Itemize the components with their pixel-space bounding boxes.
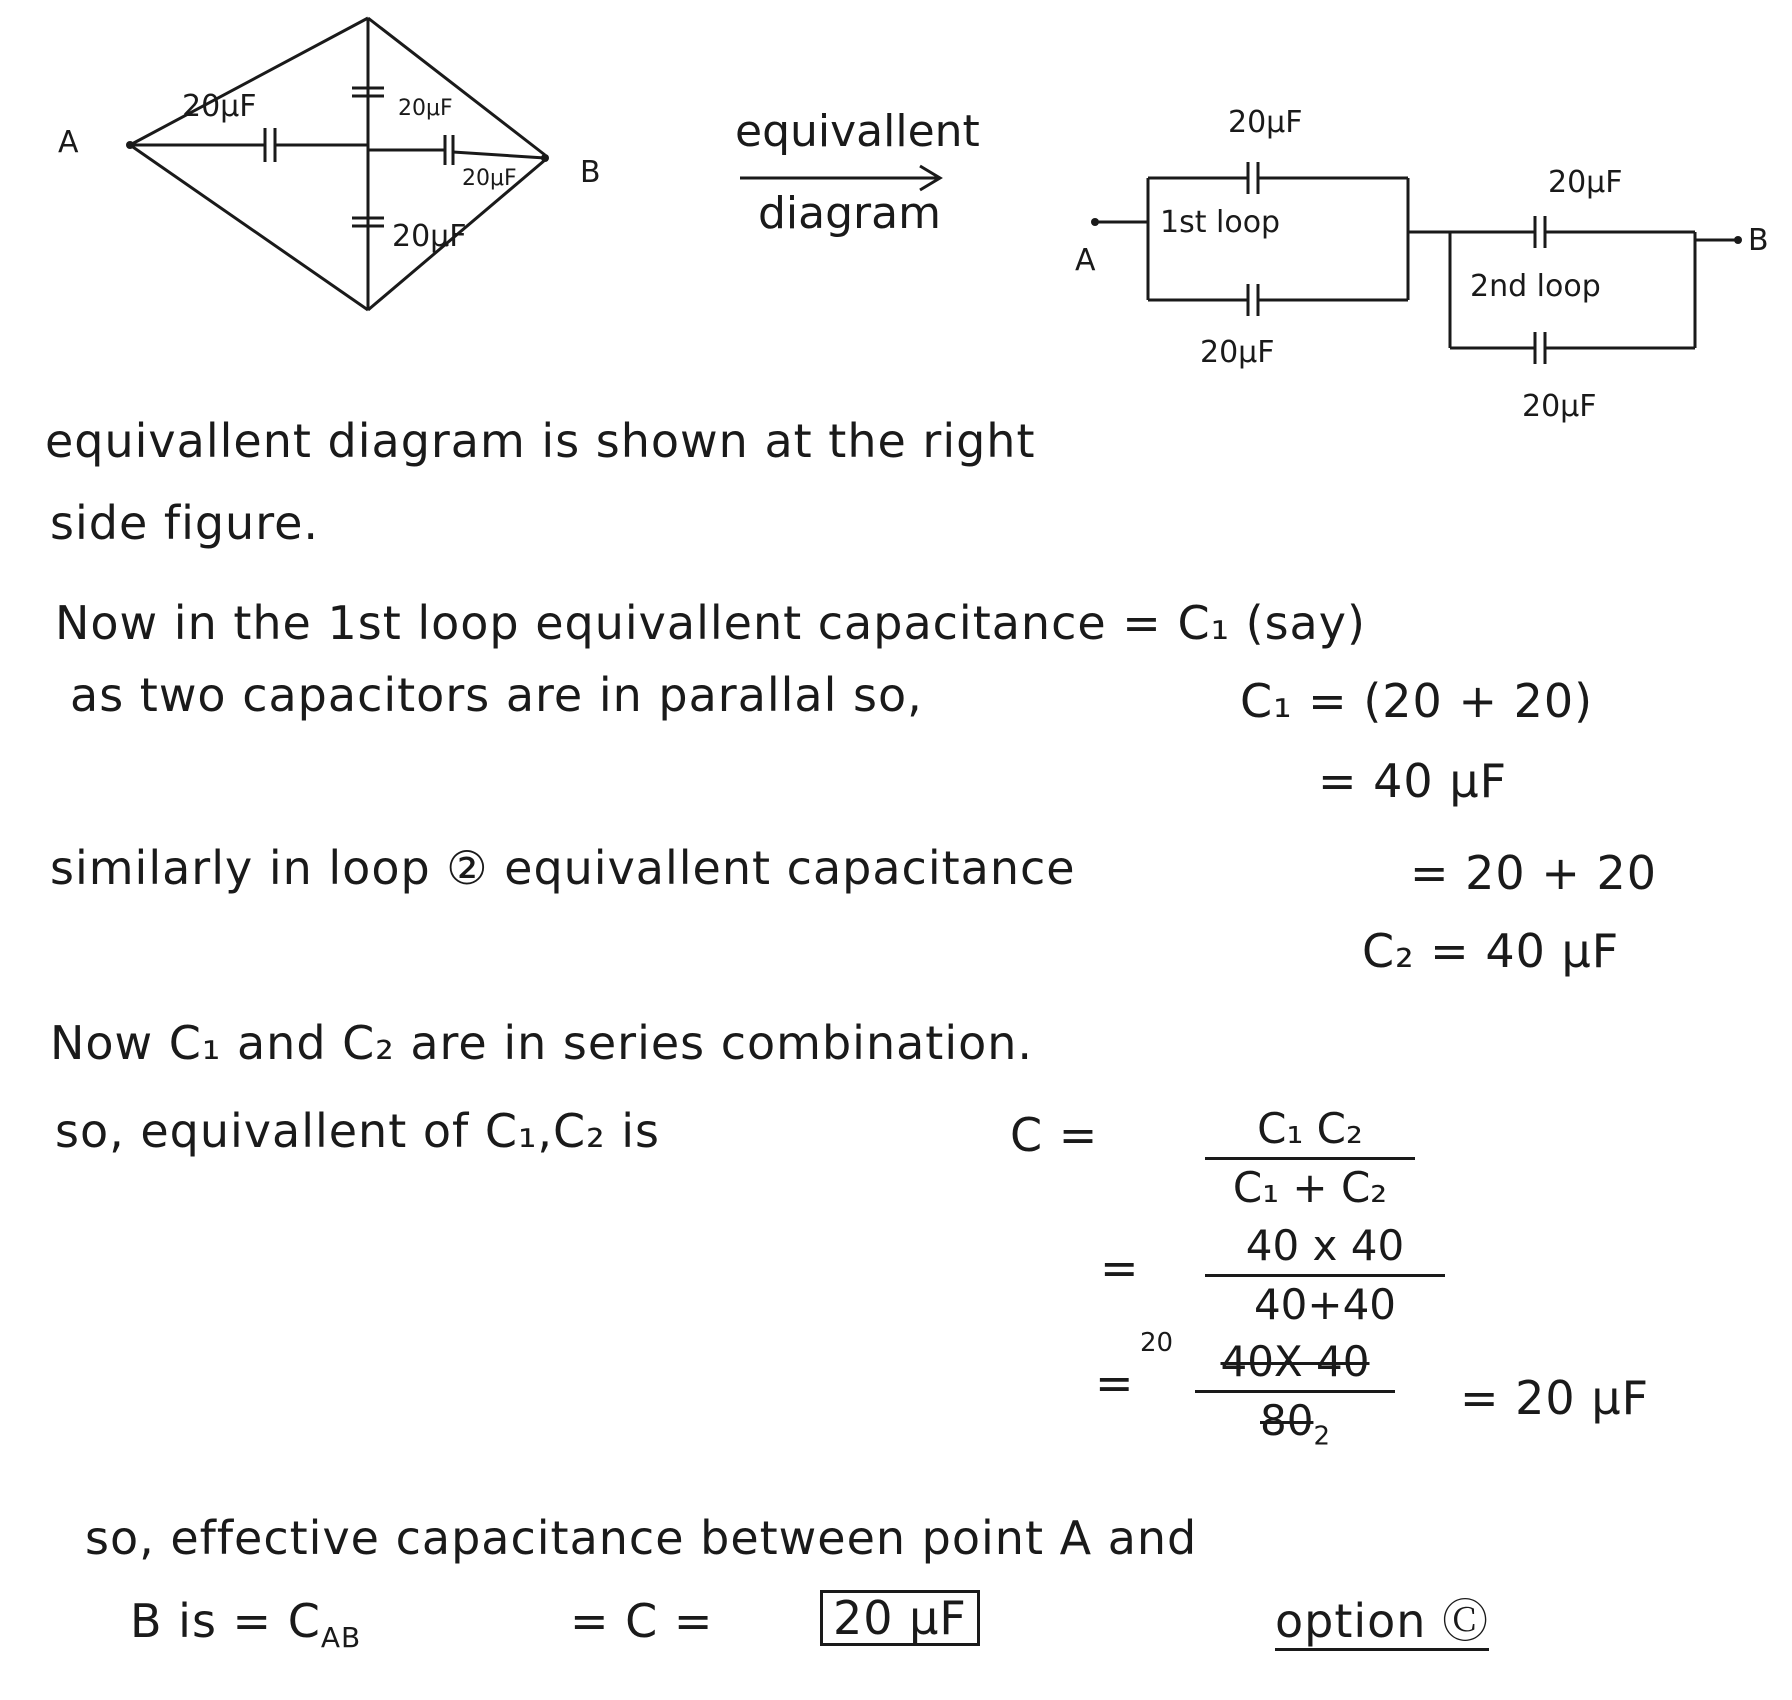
- text-line-3: Now in the 1st loop equivallent capacitance = C₁ (say): [55, 596, 1366, 650]
- left-circuit: [130, 18, 545, 310]
- loop1-cap-top-label: 20μF: [1228, 105, 1303, 140]
- equals-sign-2: =: [1100, 1241, 1140, 1295]
- node-b-left: [541, 154, 549, 162]
- cap-middle-label: 20μF: [462, 166, 517, 191]
- conclusion-line-2-eq: = C =: [570, 1594, 714, 1648]
- loop2-label: 2nd loop: [1470, 269, 1601, 304]
- fraction-3-denominator-sub: 2: [1313, 1421, 1330, 1452]
- equation-result: = 20 μF: [1460, 1371, 1650, 1425]
- text-line-8: Now C₁ and C₂ are in series combination.: [50, 1016, 1034, 1070]
- loop1-cap-bottom-label: 20μF: [1200, 335, 1275, 370]
- text-line-6-eq: = 20 + 20: [1410, 846, 1658, 900]
- conclusion-sub-ab: AB: [320, 1621, 362, 1655]
- fraction-1-denominator: C₁ + C₂: [1232, 1163, 1388, 1213]
- text-line-4-eq: C₁ = (20 + 20): [1240, 674, 1594, 728]
- cap-left-label: 20μF: [182, 89, 257, 124]
- loop2-cap-top-label: 20μF: [1548, 165, 1623, 200]
- conclusion-line-1: so, effective capacitance between point A and: [85, 1511, 1198, 1565]
- fraction-2-numerator: 40 x 40: [1245, 1221, 1405, 1270]
- text-line-9: so, equivallent of C₁,C₂ is: [55, 1104, 660, 1158]
- text-line-1: equivallent diagram is shown at the right: [45, 414, 1036, 468]
- text-line-2: side figure.: [50, 496, 320, 550]
- right-node-b-label: B: [1748, 223, 1769, 258]
- fraction-1-numerator: C₁ C₂: [1257, 1104, 1363, 1153]
- text-line-6: similarly in loop ② equivallent capacitance: [50, 841, 1076, 895]
- loop2-cap-bottom-label: 20μF: [1522, 389, 1597, 424]
- node-a-left: [126, 141, 134, 149]
- fraction-2: [1205, 1222, 1445, 1330]
- option-answer: option Ⓒ: [1275, 1598, 1489, 1651]
- fraction-1: [1205, 1105, 1415, 1213]
- conclusion-line-2-text: B is = C: [130, 1594, 321, 1648]
- cancel-note: 20: [1140, 1328, 1174, 1358]
- equivalent-arrow: [740, 166, 940, 190]
- fraction-2-denominator: 40+40: [1253, 1280, 1397, 1330]
- equation-lhs: C =: [1010, 1108, 1099, 1162]
- arrow-label-bottom: diagram: [758, 188, 941, 239]
- text-line-5: = 40 μF: [1318, 754, 1508, 808]
- cap-top-label: 20μF: [398, 96, 453, 121]
- fraction-3-denominator-value: 80: [1260, 1396, 1314, 1446]
- fraction-3: [1195, 1338, 1395, 1453]
- text-line-7: C₂ = 40 μF: [1362, 924, 1620, 978]
- fraction-3-numerator: 40X 40: [1220, 1337, 1370, 1386]
- cap-bottom-label: 20μF: [392, 219, 467, 254]
- node-b-right: [1734, 236, 1742, 244]
- node-a-right: [1091, 218, 1099, 226]
- text-line-4: as two capacitors are in parallal so,: [70, 668, 923, 722]
- node-a-label: A: [58, 125, 79, 160]
- right-node-a-label: A: [1075, 243, 1096, 278]
- fraction-3-denominator: [1195, 1397, 1395, 1452]
- equals-sign-3: =: [1095, 1356, 1135, 1410]
- conclusion-line-2: [130, 1594, 362, 1655]
- node-b-label: B: [580, 155, 601, 190]
- right-circuit: [1095, 162, 1738, 364]
- arrow-label-top: equivallent: [735, 106, 980, 157]
- loop1-label: 1st loop: [1160, 205, 1281, 240]
- answer-box: 20 μF: [820, 1590, 980, 1646]
